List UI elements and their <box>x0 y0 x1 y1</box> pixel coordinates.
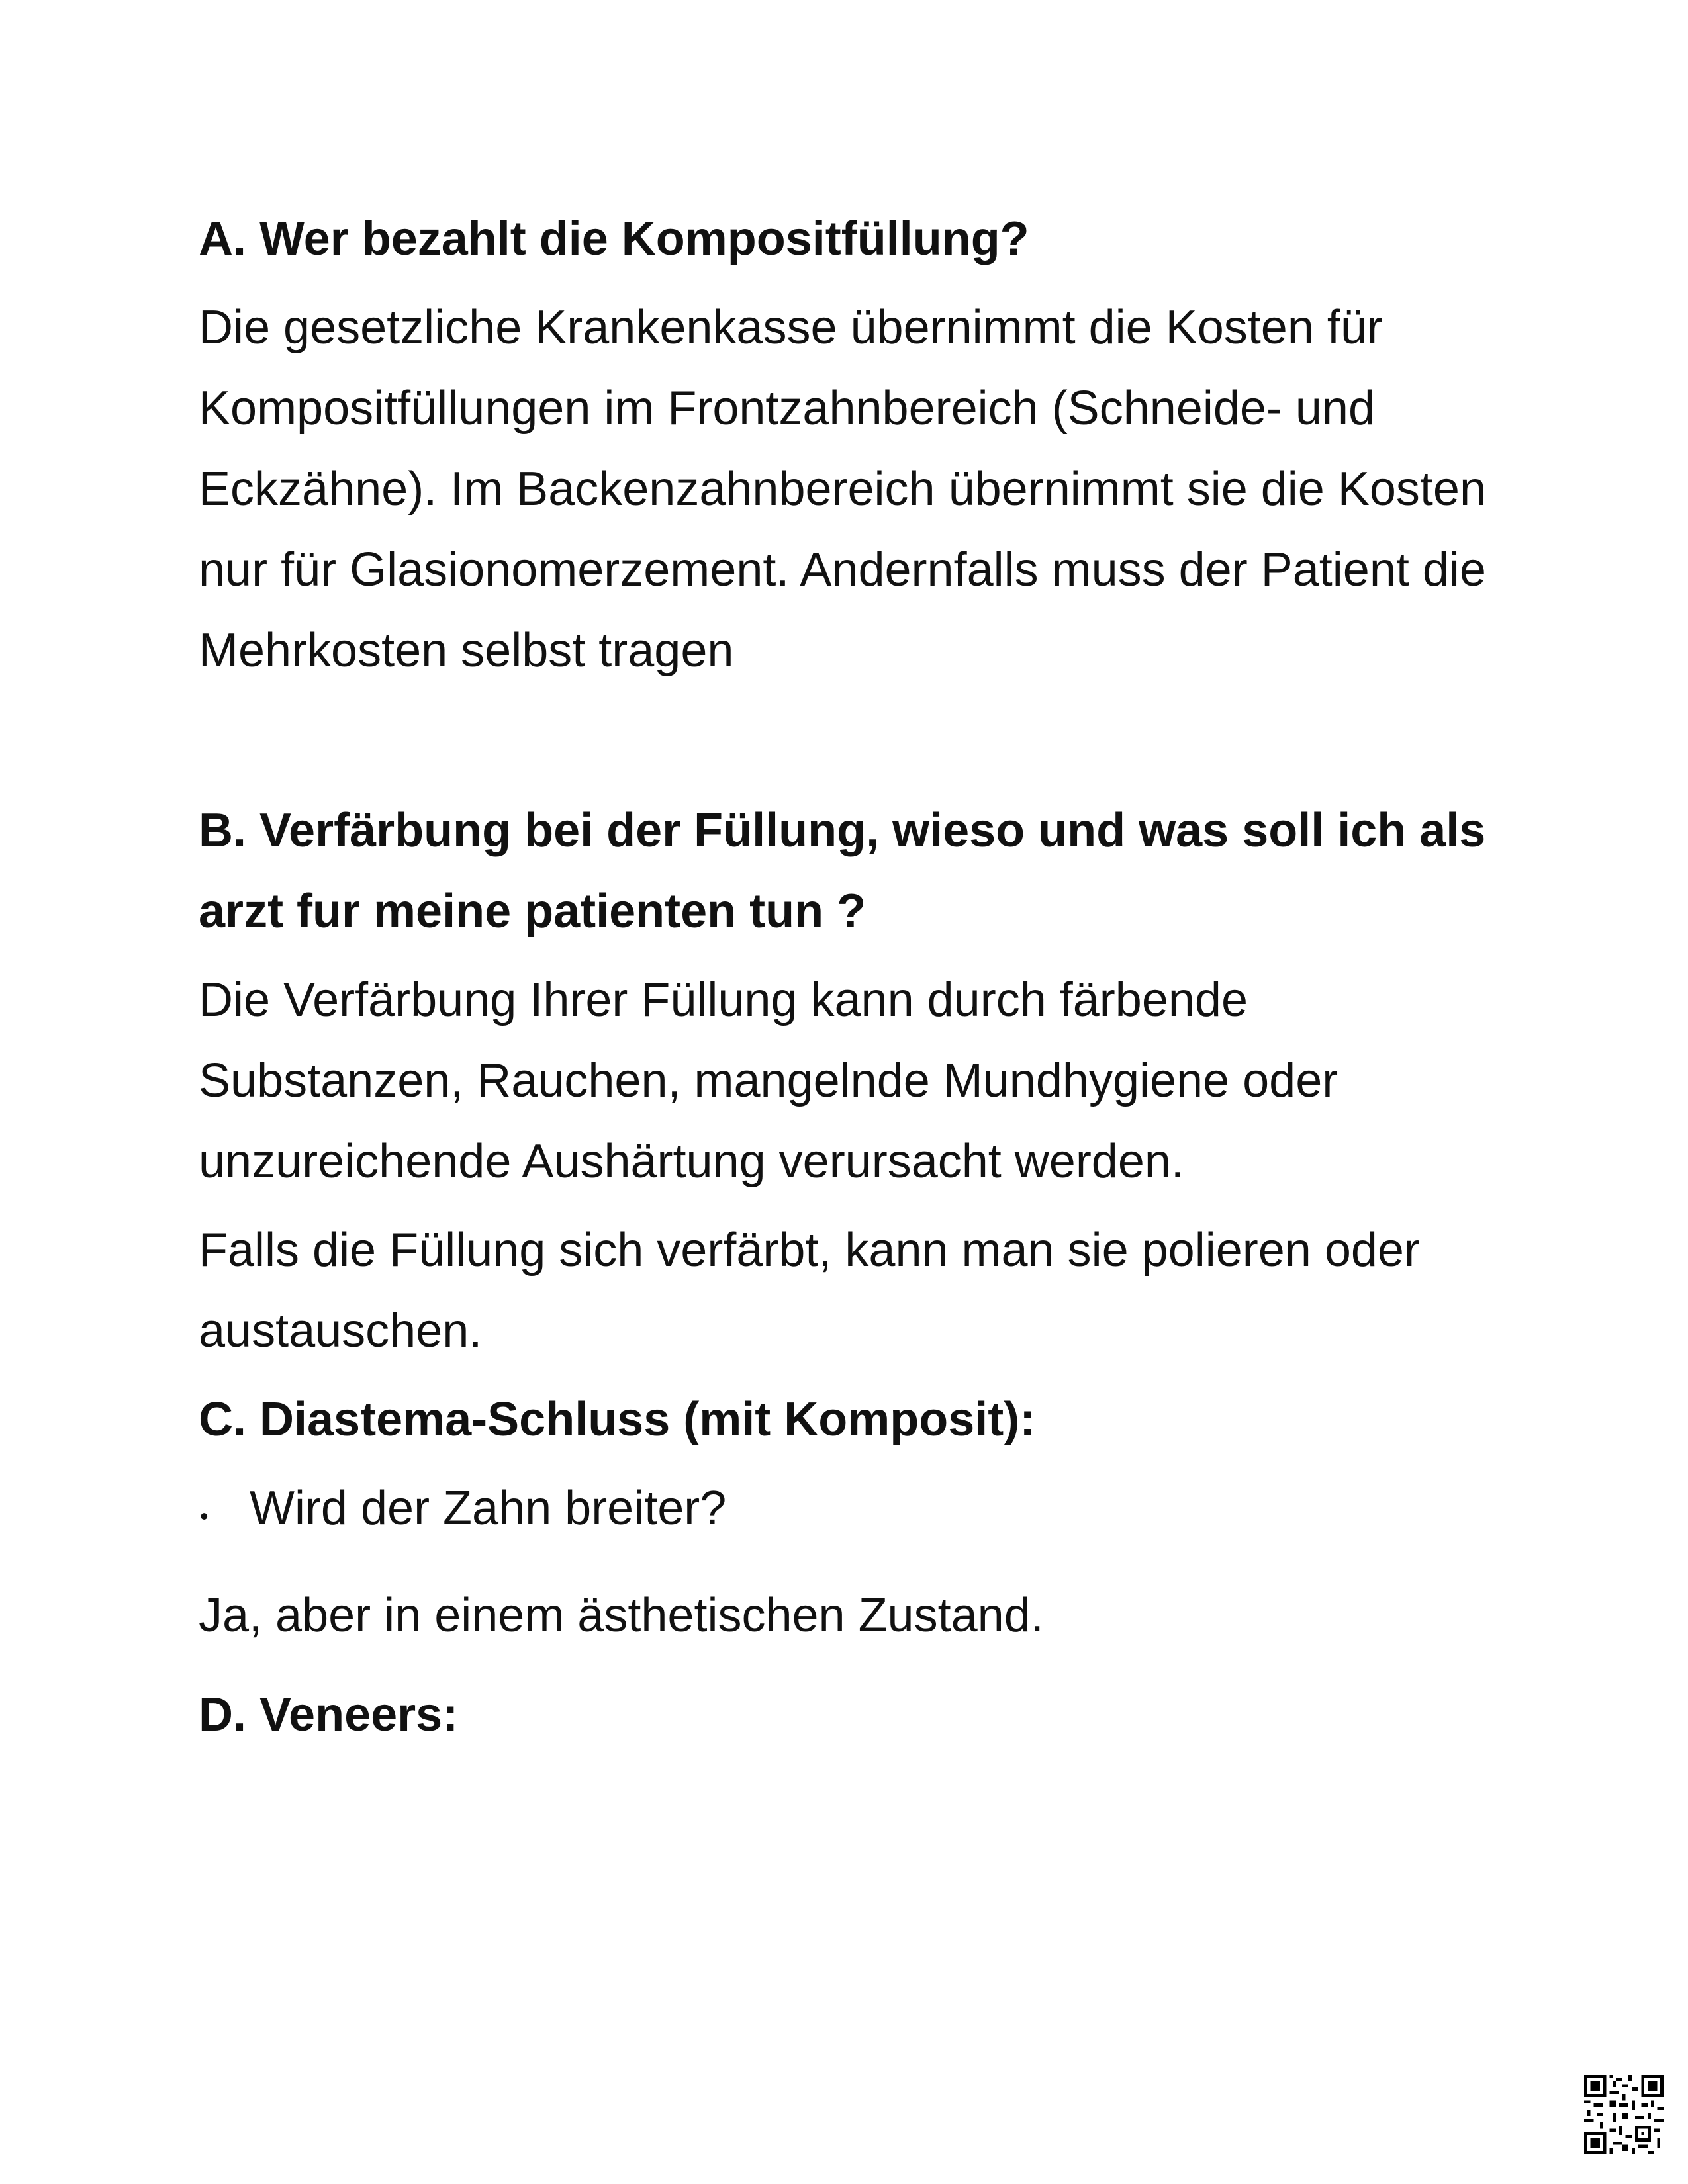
list-item-text: Wird der Zahn breiter? <box>250 1482 727 1535</box>
paragraph-section-a: Die gesetzliche Krankenkasse übernimmt die Kosten für Kompositfüllungen im Frontzahnbereich (Schneide- und Eckzähne). Im Backenzahnbereich übernimmt sie die Kosten nur für Glasionomerzement. Andernfalls muss der Patient die Mehrkosten selbst tragen <box>199 301 1486 677</box>
paragraph-section-c-answer: Ja, aber in einem ästhetischen Zustand. <box>199 1589 1044 1642</box>
paragraph-section-b-2: Falls die Füllung sich verfärbt, kann man sie polieren oder austauschen. <box>199 1224 1420 1357</box>
qr-code-icon <box>1584 2075 1664 2154</box>
paragraph-section-b-1: Die Verfärbung Ihrer Füllung kann durch färbende Substanzen, Rauchen, mangelnde Mundhygiene oder unzureichende Aushärtung verursacht werden. <box>199 974 1338 1188</box>
document-page <box>199 199 1509 1755</box>
list-item <box>199 1468 1509 1557</box>
heading-section-c: C. Diastema-Schluss (mit Komposit): <box>199 1393 1036 1446</box>
heading-section-a: A. Wer bezahlt die Kompositfüllung? <box>199 212 1029 265</box>
heading-section-b: B. Verfärbung bei der Füllung, wieso und was soll ich als arzt fur meine patienten tun ? <box>199 804 1486 938</box>
heading-section-d: D. Veneers: <box>199 1688 459 1741</box>
bullet-icon: • <box>200 1502 209 1529</box>
